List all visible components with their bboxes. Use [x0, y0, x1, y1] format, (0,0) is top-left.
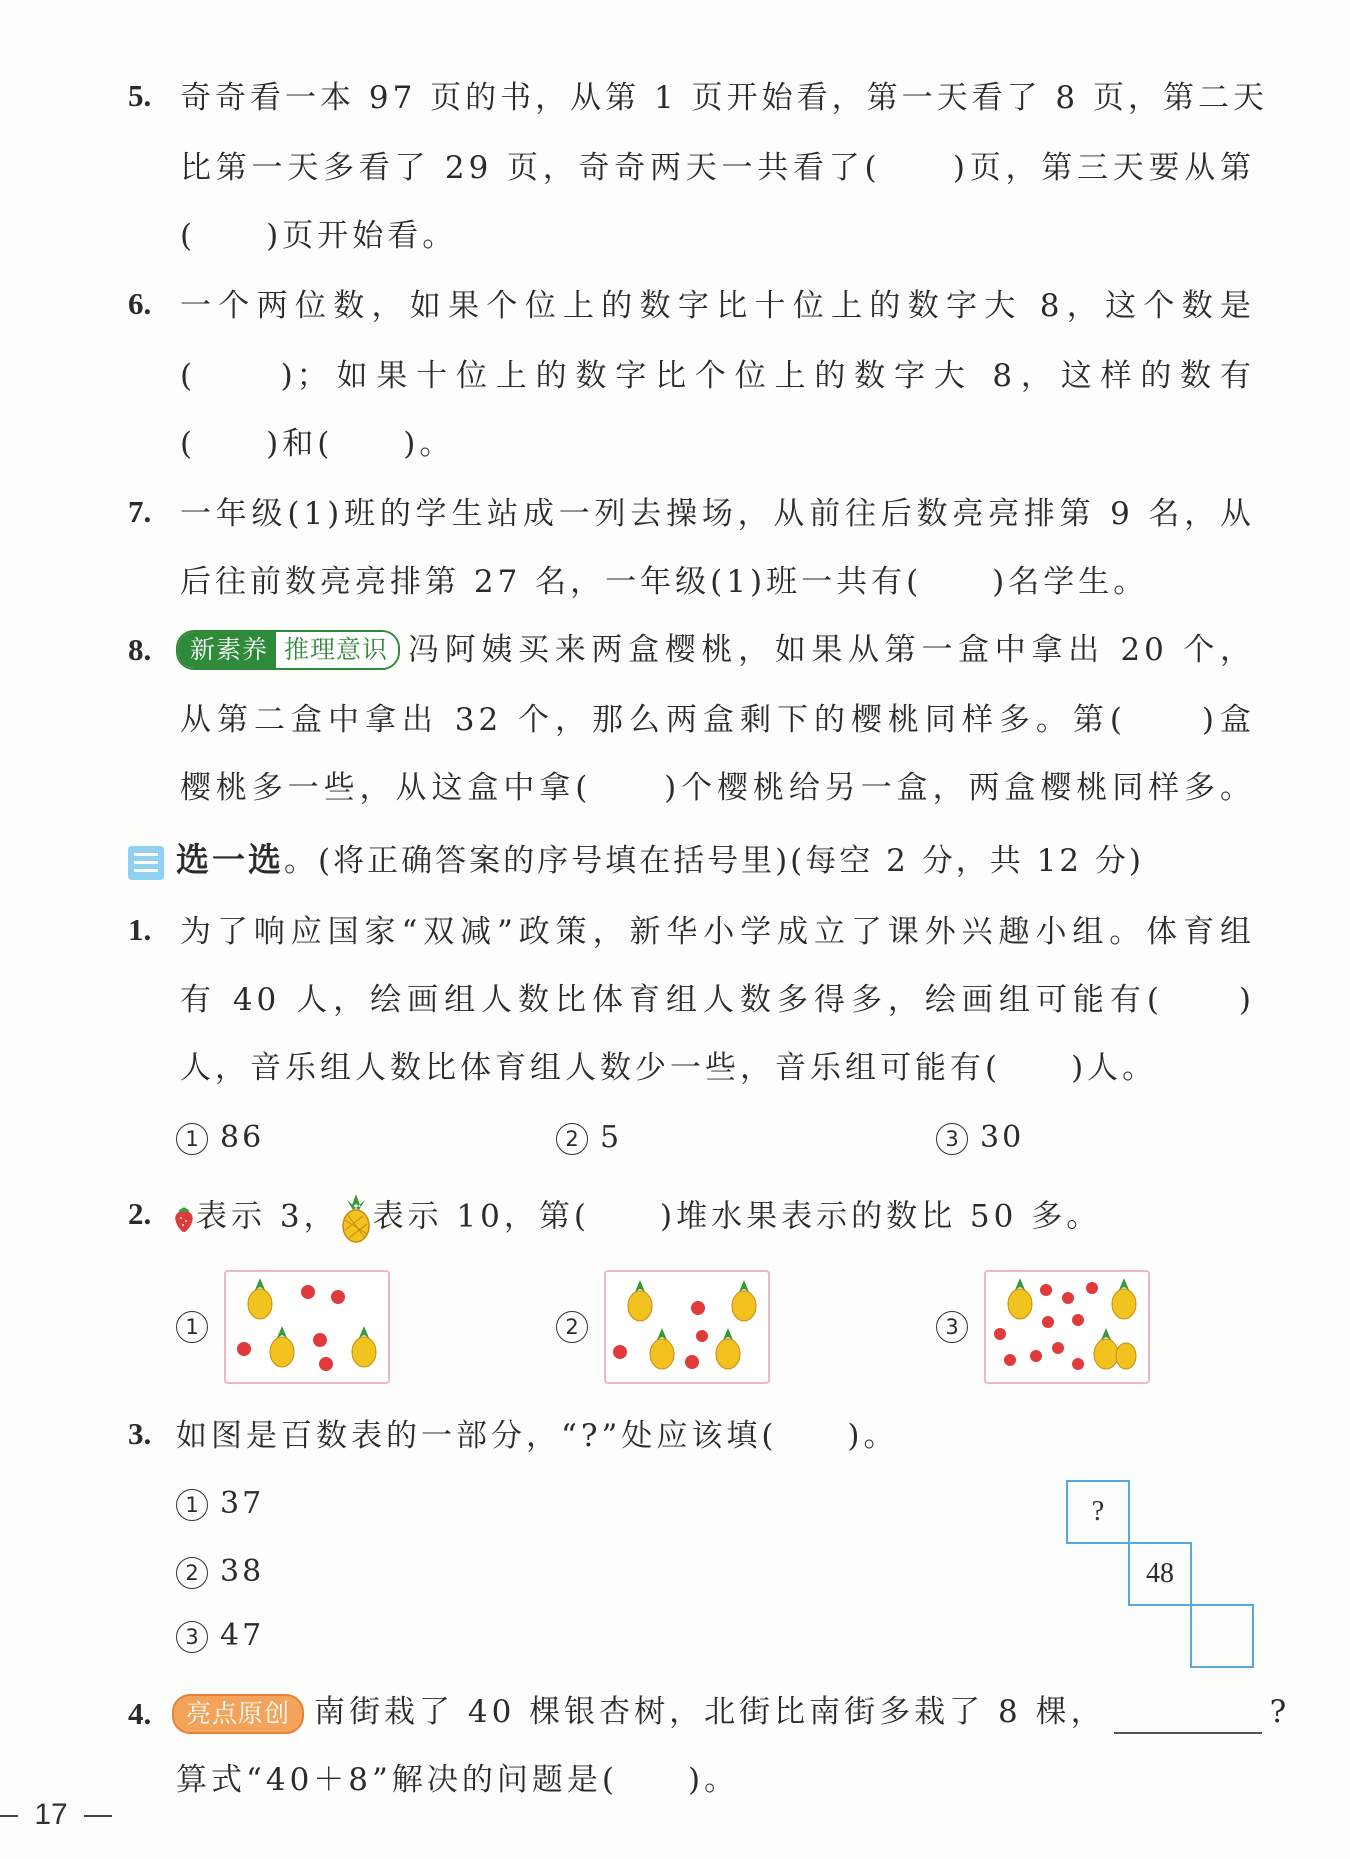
- q6-line2: ( )；如果十位上的数字比个位上的数字大 8，这样的数有: [180, 358, 1255, 394]
- pineapple-icon: [628, 1280, 652, 1321]
- strawberry-icon: [685, 1355, 699, 1369]
- strawberry-icon: [301, 1285, 315, 1299]
- c1-option-2[interactable]: [556, 1120, 622, 1155]
- option-text: 38: [220, 1554, 265, 1589]
- option-text: 86: [220, 1120, 265, 1155]
- c3-line: 如图是百数表的一部分，“?”处应该填( )。: [176, 1418, 899, 1454]
- c2-number: 2.: [128, 1196, 152, 1231]
- answer-blank[interactable]: [1114, 1700, 1262, 1734]
- option-mark: 2: [556, 1311, 588, 1343]
- strawberry-icon: [994, 1328, 1006, 1340]
- pineapple-icon: [1094, 1328, 1118, 1369]
- option-mark: 1: [176, 1311, 208, 1343]
- option-mark: 1: [176, 1123, 208, 1155]
- q6-line1: 一个两位数，如果个位上的数字比十位上的数字大 8，这个数是: [180, 288, 1255, 324]
- c1-option-3[interactable]: [936, 1120, 1024, 1155]
- strawberry-icon: [691, 1301, 705, 1315]
- c4-line2: 算式“40＋8”解决的问题是( )。: [176, 1762, 740, 1798]
- strawberry-icon: [1040, 1284, 1052, 1296]
- option-mark: 2: [176, 1557, 208, 1589]
- pineapple-icon: [650, 1328, 674, 1369]
- q8-line1-row: [176, 630, 1255, 670]
- q6-line3: ( )和( )。: [180, 426, 455, 462]
- c3-option-3[interactable]: [176, 1618, 264, 1653]
- pineapple-icon: [716, 1328, 740, 1369]
- option-mark: 2: [556, 1123, 588, 1155]
- pineapple-icon: [352, 1326, 376, 1367]
- pineapple-icon: [1116, 1343, 1136, 1369]
- strawberry-icon: [319, 1357, 333, 1371]
- c1-option-1[interactable]: [176, 1120, 264, 1155]
- pineapple-icon: [1008, 1278, 1032, 1319]
- q8-number: 8.: [128, 632, 152, 667]
- strawberry-icon: [1042, 1316, 1054, 1328]
- c3-number: 3.: [128, 1416, 152, 1451]
- grid-cell-question: ?: [1066, 1480, 1130, 1544]
- c4-number: 4.: [128, 1696, 152, 1731]
- page-footer: [0, 1798, 112, 1832]
- strawberry-icon: [1004, 1354, 1016, 1366]
- strawberry-icon: [1030, 1350, 1042, 1362]
- fruit-pile-2: [604, 1270, 770, 1384]
- c2-strawberry-value: 表示 3，: [196, 1198, 339, 1235]
- page-number: 17: [34, 1798, 68, 1831]
- tag-label-new-literacy: 新素养: [178, 632, 276, 668]
- c2-line: [172, 1192, 1101, 1244]
- c1-line1: 为了响应国家“双减”政策，新华小学成立了课外兴趣小组。体育组: [180, 914, 1255, 950]
- q6-number: 6.: [128, 286, 152, 321]
- strawberry-icon: [1062, 1292, 1074, 1304]
- strawberry-icon: [237, 1342, 251, 1356]
- q8-line3: 樱桃多一些，从这盒中拿( )个樱桃给另一盒，两盒樱桃同样多。: [180, 770, 1255, 806]
- new-literacy-tag: [176, 630, 400, 670]
- grid-cell-known: 48: [1128, 1542, 1192, 1606]
- c2-pineapple-value: 表示 10，第( )堆水果表示的数比 50 多。: [372, 1198, 1102, 1235]
- option-mark: 1: [176, 1489, 208, 1521]
- strawberry-icon: [1086, 1282, 1098, 1294]
- option-text: 37: [220, 1486, 265, 1521]
- strawberry-icon: [331, 1290, 345, 1304]
- fruit-pile-1-graphic: [226, 1272, 388, 1382]
- q5-line3: ( )页开始看。: [180, 218, 458, 254]
- pineapple-icon: [248, 1278, 272, 1319]
- strawberry-icon: [696, 1330, 708, 1342]
- option-text: 47: [220, 1618, 265, 1653]
- strawberry-icon: [1072, 1314, 1084, 1326]
- pineapple-icon: [732, 1280, 756, 1321]
- q8-line2: 从第二盒中拿出 32 个，那么两盒剩下的樱桃同样多。第( )盒: [180, 702, 1255, 738]
- section-title: 选一选: [176, 840, 284, 879]
- strawberry-icon: [313, 1333, 327, 1347]
- strawberry-icon: [1072, 1358, 1084, 1370]
- q5-line2: 比第一天多看了 29 页，奇奇两天一共看了( )页，第三天要从第: [180, 150, 1255, 186]
- q8-line1: 冯阿姨买来两盒樱桃，如果从第一盒中拿出 20 个，: [408, 632, 1255, 668]
- c2-option-2[interactable]: [556, 1308, 600, 1343]
- pineapple-icon: [1112, 1278, 1136, 1319]
- q5-line1: 奇奇看一本 97 页的书，从第 1 页开始看，第一天看了 8 页，第二天: [180, 80, 1269, 116]
- option-mark: 3: [936, 1311, 968, 1343]
- option-text: 5: [600, 1120, 623, 1155]
- fruit-pile-1: [224, 1270, 390, 1384]
- q5-number: 5.: [128, 78, 152, 113]
- c1-number: 1.: [128, 912, 152, 947]
- c4-text: 南街栽了 40 棵银杏树，北街比南街多栽了 8 棵，: [314, 1694, 1106, 1730]
- option-text: 30: [980, 1120, 1025, 1155]
- grid-cell-empty: [1190, 1604, 1254, 1668]
- strawberry-icon: [172, 1203, 196, 1233]
- section-header: [128, 840, 1144, 881]
- section-instruction: 。(将正确答案的序号填在括号里)(每空 2 分，共 12 分): [284, 843, 1144, 879]
- fruit-pile-3-graphic: [986, 1272, 1148, 1382]
- c4-line1: [172, 1692, 1290, 1734]
- fruit-pile-2-graphic: [606, 1272, 768, 1382]
- original-highlight-tag: 亮点原创: [172, 1694, 304, 1734]
- tag-label-reasoning: 推理意识: [276, 632, 398, 668]
- option-mark: 3: [936, 1123, 968, 1155]
- pineapple-icon: [270, 1326, 294, 1367]
- c2-option-1[interactable]: [176, 1308, 220, 1343]
- q7-number: 7.: [128, 494, 152, 529]
- q7-line1: 一年级(1)班的学生站成一列去操场，从前往后数亮亮排第 9 名，从: [180, 496, 1255, 532]
- c3-option-1[interactable]: [176, 1486, 264, 1521]
- q7-line2: 后往前数亮亮排第 27 名，一年级(1)班一共有( )名学生。: [180, 564, 1149, 600]
- fruit-pile-3: [984, 1270, 1150, 1384]
- c1-line3: 人，音乐组人数比体育组人数少一些，音乐组可能有( )人。: [180, 1050, 1158, 1086]
- c1-line2: 有 40 人，绘画组人数比体育组人数多得多，绘画组可能有( ): [180, 982, 1255, 1018]
- c3-option-2[interactable]: [176, 1554, 264, 1589]
- strawberry-icon: [1052, 1342, 1064, 1354]
- c4-question-mark: ?: [1269, 1694, 1291, 1730]
- strawberry-icon: [613, 1345, 627, 1359]
- option-mark: 3: [176, 1621, 208, 1653]
- c2-option-3[interactable]: [936, 1308, 980, 1343]
- pineapple-icon: [339, 1192, 373, 1244]
- section-three-icon: [128, 846, 164, 880]
